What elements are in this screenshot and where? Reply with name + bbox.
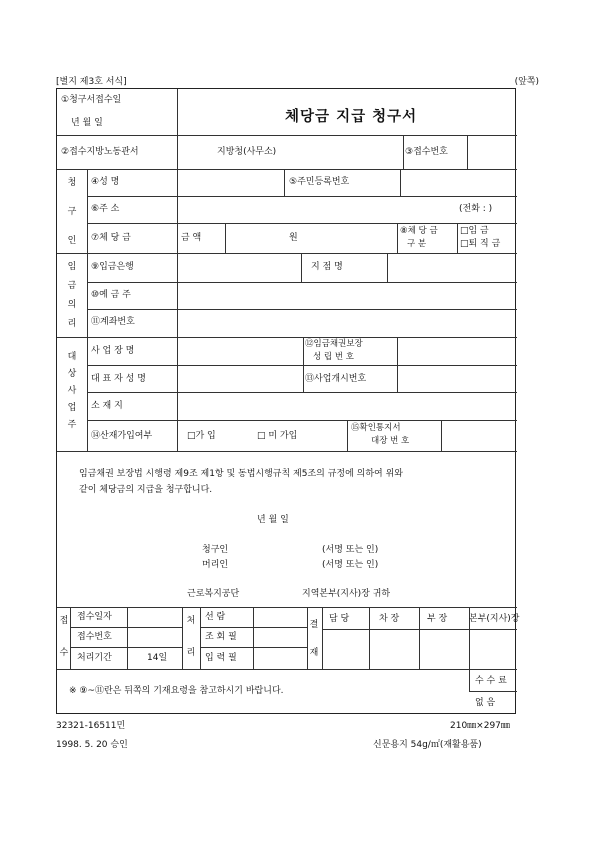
footer-code: 32321-16511민 [56, 721, 126, 731]
form-title: 체당금 지급 청구서 [285, 109, 418, 125]
type-label-1: ⑧체 당 금 [400, 226, 438, 236]
claimant-group-3: 인 [67, 236, 77, 246]
approval-col-1: 담 당 [329, 614, 350, 624]
approval-vert-1: 결 [309, 620, 319, 630]
insurance-no-checkbox[interactable]: □ 미 가입 [257, 431, 298, 441]
footer-paper: 신문용지 54g/㎡(재활용품) [373, 740, 482, 750]
claimant-group-2: 구 [67, 207, 77, 217]
handle-vert-1: 처 [186, 616, 196, 626]
rep-label: 대 표 자 성 명 [91, 374, 146, 384]
confirm-label-2: 대장 번 호 [371, 436, 410, 446]
business-group-1: 대 [67, 352, 77, 362]
rep-field[interactable] [178, 366, 302, 391]
claimant-sign-label: 청구인 [202, 545, 229, 555]
statement-date: 년 월 일 [257, 515, 289, 525]
cert-label-2: 성 립 번 호 [313, 352, 354, 362]
holder-label: ⑩예 금 주 [91, 290, 131, 300]
statement-line-2: 같이 체당금의 지급을 청구합니다. [79, 485, 213, 495]
won-unit: 원 [289, 233, 298, 243]
address-field[interactable] [178, 197, 458, 222]
bank-group-1: 임 [67, 262, 77, 272]
receipt-date-row: 접수일자 [77, 612, 112, 622]
receipt-number-label: ③접수번호 [405, 147, 448, 157]
holder-field[interactable] [178, 283, 516, 308]
fee-label: 수 수 료 [475, 676, 507, 686]
business-group-4: 업 [67, 403, 77, 413]
form-number: [별지 제3호 서식] [56, 77, 127, 87]
agent-sign-note: (서명 또는 인) [322, 560, 379, 570]
branch-field[interactable] [388, 254, 516, 281]
rrn-field[interactable] [401, 170, 516, 195]
reception-vert-1: 접 [59, 616, 69, 626]
org-name: 근로복지공단 [187, 589, 240, 599]
instruction-note: ※ ⑨~⑪란은 뒤쪽의 기재요령을 참고하시기 바랍니다. [69, 686, 284, 696]
approval-col-2: 차 장 [379, 614, 400, 624]
bank-field[interactable] [178, 254, 300, 281]
addressee: 지역본부(지사)장 귀하 [302, 589, 391, 599]
processing-period-row: 처리기간 [77, 653, 112, 663]
handle-row-2: 조 회 필 [205, 632, 237, 642]
insurance-yes-checkbox[interactable]: □가 입 [187, 431, 216, 441]
business-group-3: 사 [67, 386, 77, 396]
page-side: (앞쪽) [514, 77, 539, 87]
approval-vert-2: 재 [309, 648, 319, 658]
bank-group-3: 의 [67, 300, 77, 310]
receipt-number-row: 접수번호 [77, 632, 112, 642]
bank-group-2: 금 [67, 281, 77, 291]
office-value: 지방청(사무소) [217, 147, 277, 157]
amount-field[interactable] [226, 224, 396, 252]
type-severance-checkbox[interactable]: □퇴 직 금 [460, 239, 501, 249]
business-group-2: 상 [67, 369, 77, 379]
business-group-5: 주 [67, 420, 77, 430]
phone-label: (전화 : ) [459, 204, 493, 214]
business-name-field[interactable] [178, 338, 302, 364]
claimant-group-1: 청 [67, 178, 77, 188]
branch-label: 지 점 명 [311, 262, 343, 272]
cert-label-1: ⑫임금채권보장 [305, 339, 363, 349]
office-label: ②접수지방노동관서 [61, 147, 139, 157]
open-number-field[interactable] [398, 366, 516, 391]
agent-sign-label: 머리인 [202, 560, 229, 570]
cert-number-field[interactable] [398, 338, 516, 364]
confirm-label-1: ⑮확인통지서 [351, 423, 401, 433]
approval-col-3: 부 장 [427, 614, 448, 624]
handle-row-3: 입 력 필 [205, 653, 237, 663]
name-label: ④성 명 [91, 177, 120, 187]
type-wage-checkbox[interactable]: □임 금 [460, 226, 489, 236]
rrn-label: ⑤주민등록번호 [289, 177, 350, 187]
handle-vert-2: 리 [186, 648, 196, 658]
account-field[interactable] [178, 310, 516, 336]
location-label: 소 재 지 [91, 401, 123, 411]
type-label-2: 구 분 [407, 239, 427, 249]
handle-row-1: 선 람 [205, 612, 226, 622]
approval-col-4: 본부(지사)장 [469, 614, 520, 624]
name-field[interactable] [178, 170, 283, 195]
bank-label: ⑨입금은행 [91, 262, 134, 272]
statement-line-1: 임금채권 보장법 시행령 제9조 제1항 및 동법시행규칙 제5조의 규정에 의하여 위와 [79, 469, 403, 479]
address-label: ⑥주 소 [91, 204, 120, 214]
receipt-date-label: ①청구서접수일 [61, 95, 122, 105]
account-label: ⑪계좌번호 [91, 317, 135, 327]
reception-vert-2: 수 [59, 648, 69, 658]
footer-approved: 1998. 5. 20 승인 [56, 740, 128, 750]
confirm-number-field[interactable] [442, 421, 516, 450]
location-field[interactable] [178, 393, 516, 419]
receipt-number-field[interactable] [468, 136, 516, 168]
footer-size: 210㎜×297㎜ [450, 721, 510, 731]
claimant-sign-note: (서명 또는 인) [322, 545, 379, 555]
receipt-date-ymd: 년 월 일 [71, 118, 103, 128]
amount-label: ⑦체 당 금 [91, 233, 131, 243]
processing-period-value: 14일 [147, 653, 168, 663]
claim-form [56, 88, 520, 714]
amount-sub-label: 금 액 [181, 233, 202, 243]
open-number-label: ⑬사업개시번호 [305, 374, 367, 384]
bank-group-4: 리 [67, 319, 77, 329]
insurance-label: ⑭산재가입여부 [91, 431, 153, 441]
fee-value: 없 음 [475, 698, 496, 708]
business-name-label: 사 업 장 명 [91, 346, 135, 356]
